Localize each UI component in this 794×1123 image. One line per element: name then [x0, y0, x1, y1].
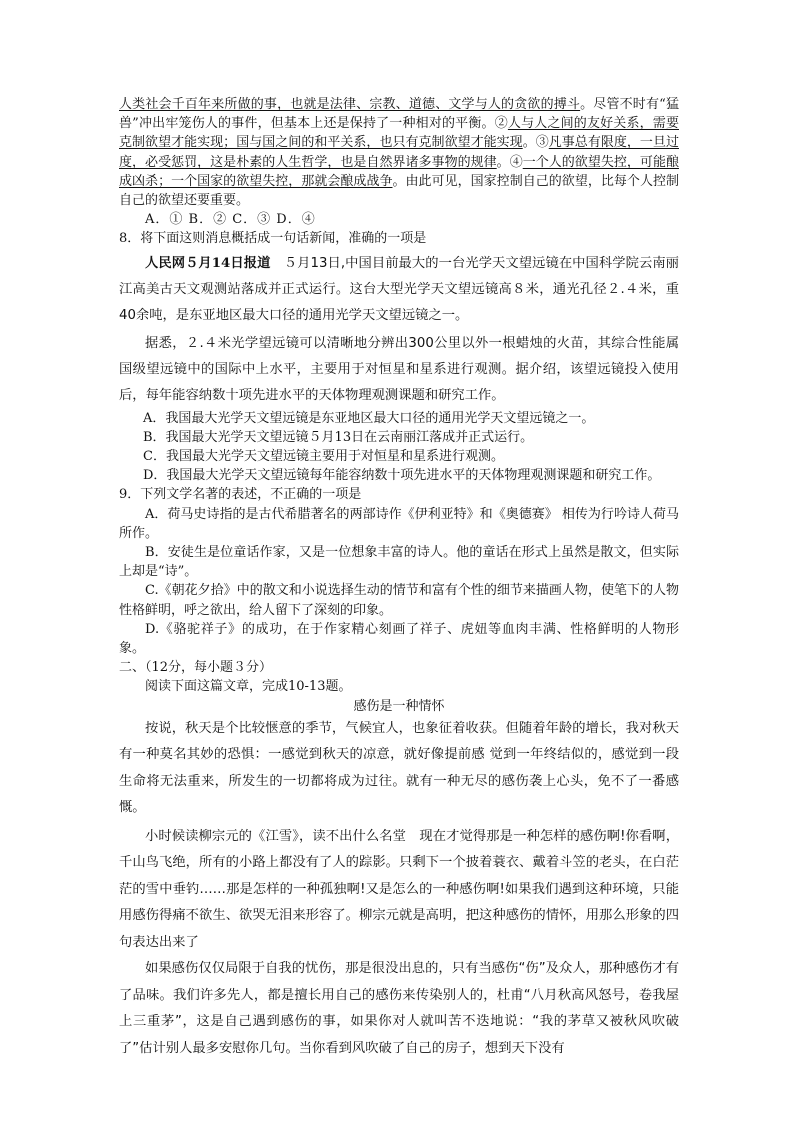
q8-news-text-1: ５月13日,中国目前最大的一台光学天文望远镜在中国科学院云南丽江高美古天文观测站落成并正式运行。这台大型光学天文望远镜高８米，通光孔径２.４米，重40余吨，是东亚地区最大口径的通用光学天文望远镜之一。 [119, 255, 679, 323]
q8-option-c: C．我国最大光学天文望远镜主要用于对恒星和星系进行观测。 [143, 449, 504, 465]
q7-text-2: 。③ [522, 135, 549, 151]
q7-passage [119, 95, 679, 210]
q9-stem: 9．下列文学名著的表述，不正确的一项是 [119, 487, 362, 503]
q7-underlined-2: 人与人之间的友好关系，需要克制欲望才能实现；国与国之间的和平关系，也只有克制欲望才能实现 [119, 116, 679, 151]
q8-news-source: 人民网５月14日报道 [145, 255, 271, 271]
q7-options: A．① B．② C．③ D．④ [145, 212, 316, 228]
essay-title: 感伤是一种情怀 [353, 698, 445, 714]
q7-text-1: 。尽管不时有“猛兽”冲出牢笼伤人的事件，但基本上还是保持了一种相对的平衡。② [119, 97, 679, 132]
q7-text-3: 。④ [496, 154, 523, 170]
q7-underlined-3: 凡事总有限度，一旦过度，必受惩罚，这是朴素的人生哲学，也是自然界诸多事物的规律 [119, 135, 679, 170]
essay-para-3: 如果感伤仅仅局限于自我的忧伤，那是很没出息的，只有当感伤“伤”及众人，那种感伤才有了品味。我们许多先人，都是擅长用自己的感伤来传染别人的，杜甫“八月秋高风怒号，卷我屋上三重茅”，这是自己遇到感伤的事，如果你对人就叫苦不迭地说：“我的茅草又被秋风吹破了”估计别人最多安慰你几句。当你看到风吹破了自己的房子，想到天下没有 [119, 961, 679, 1056]
q9-option-d: D.《骆驼祥子》的成功，在于作家精心刻画了祥子、虎妞等血肉丰满、性格鲜明的人物形象。 [119, 621, 679, 657]
q8-stem: 8．将下面这则消息概括成一句话新闻，准确的一项是 [119, 231, 427, 247]
exam-page [119, 95, 679, 1062]
q7-text-4: 。由此可见，国家控制自己的欲望，比每个人控制自己的欲望还要重要。 [119, 173, 679, 209]
section2-instruction: 阅读下面这篇文章，完成10-13题。 [145, 679, 352, 695]
q8-option-a: A．我国最大光学天文望远镜是东亚地区最大口径的通用光学天文望远镜之一。 [143, 410, 595, 426]
q9-option-b: B．安徒生是位童话作家，又是一位想象丰富的诗人。他的童话在形式上虽然是散文，但实际上却是“诗”。 [119, 545, 679, 580]
q8-option-d-text: D．我国最大光学天文望远镜每年能容纳数十项先进水平的天体物理观测课题和研究工作。 [143, 468, 661, 484]
essay-para-1: 按说，秋天是个比较惬意的季节，气候宜人，也象征着收获。但随着年龄的增长，我对秋天有一种莫名其妙的恐惧：一感觉到秋天的凉意，就好像提前感 觉到一年终结似的，感觉到一段生命将无法重来，所发生的一切都将成为过往。就有一种无尽的感伤袭上心头，免不了一番感慨。 [119, 720, 679, 816]
q7-underlined-1: 人类社会千百年来所做的事，也就是法律、宗教、道德、文学与人的贪欲的搏斗 [119, 97, 581, 112]
q8-option-b: B．我国最大光学天文望远镜５月13日在云南丽江落成并正式运行。 [143, 429, 534, 445]
q9-option-c: C.《朝花夕拾》中的散文和小说选择生动的情节和富有个性的细节来描画人物，使笔下的人物性格鲜明，呼之欲出，给人留下了深刻的印象。 [119, 583, 679, 618]
q7-underlined-4: 一个人的欲望失控，可能酿成凶杀；一个国家的欲望失控，那就会酿成战争 [119, 154, 679, 189]
q9-option-a: A．荷马史诗指的是古代希腊著名的两部诗作《伊利亚特》和《奥德赛》 相传为行吟诗人荷马所作。 [119, 506, 679, 541]
q8-option-d [119, 466, 679, 485]
q8-news-para-1 [119, 251, 679, 329]
section2-heading: 二、（12分，每小题３分） [119, 660, 273, 676]
essay-para-2: 小时候读柳宗元的《江雪》，读不出什么名堂 现在才觉得那是一种怎样的感伤啊!你看啊，千山鸟飞绝，所有的小路上都没有了人的踪影。只剩下一个披着蓑衣、戴着斗笠的老头，在白茫茫的雪中垂钓……那是怎样的一种孤独啊!又是怎么的一种感伤啊!如果我们遇到这种环境，只能用感伤得痛不欲生、欲哭无泪来形容了。柳宗元就是高明，把这种感伤的情怀，用那么形象的四句表达出来了 [119, 828, 679, 950]
q8-news-para-2: 据悉，２.４米光学望远镜可以清晰地分辨出300公里以外一根蜡烛的火苗，其综合性能属国级望远镜中的国际中上水平，主要用于对恒星和星系进行观测。据介绍，该望远镜投入使用后，每年能容纳数十项先进水平的天体物理观测课题和研究工作。 [119, 335, 679, 403]
